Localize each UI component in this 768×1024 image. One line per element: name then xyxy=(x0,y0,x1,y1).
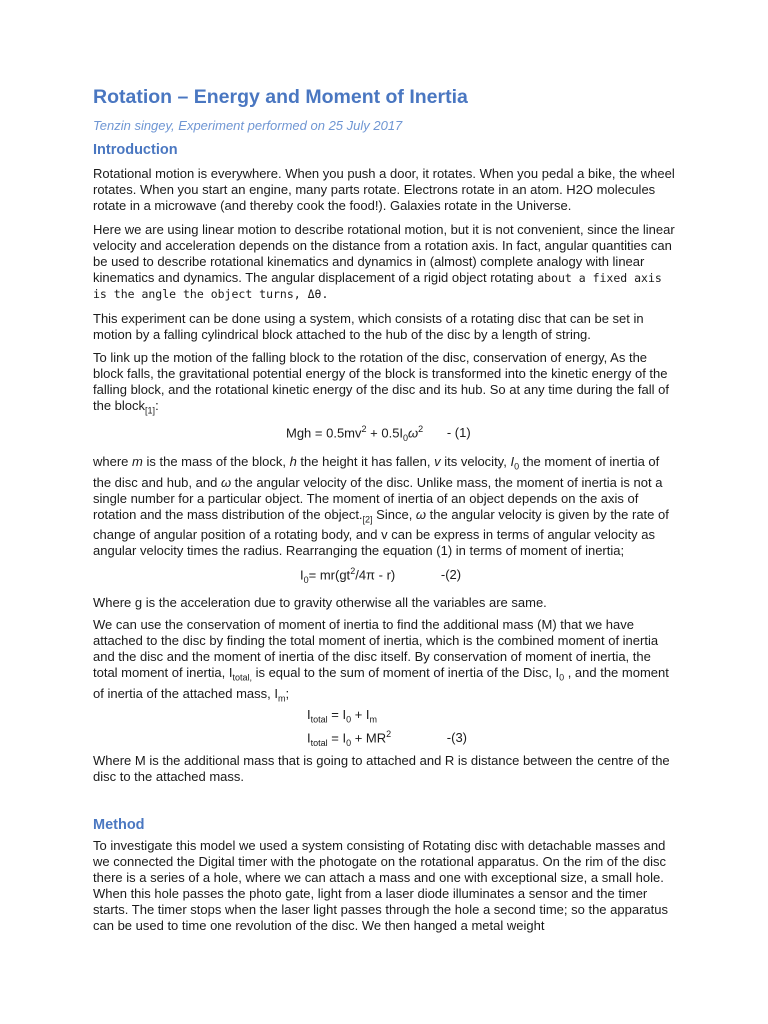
method-heading: Method xyxy=(93,817,145,833)
p7-sub3: m xyxy=(278,693,286,704)
eq2-sup: 2 xyxy=(350,566,356,576)
intro-paragraph-1: Rotational motion is everywhere. When you push a door, it rotates. When you pedal a bike, the wheel rotates. When you start an engine, many parts rotate. Electrons rotate in an atom. H2O molecules rotate in a microwave (and thereby cook the food!). Galaxies rotate in the Universe. xyxy=(93,166,675,213)
eq3b-I: I xyxy=(307,730,311,746)
p5-w2: ω xyxy=(415,506,427,522)
reference-2: [2] xyxy=(362,514,373,525)
equation-3b xyxy=(307,729,467,748)
intro-paragraph-4-end: : xyxy=(155,398,159,413)
eq1-mid: + 0.5I xyxy=(366,425,404,441)
p5-t5: the moment of inertia of the disc and hub, and xyxy=(93,454,660,490)
p5-t6: the angular velocity of the disc. Unlike mass, the moment of inertia is not a single number for a particular object. The moment of inertia of an object depends on the axis of rotation and the mass distribution of the object. xyxy=(93,474,663,522)
eq2-rest: /4π - r) xyxy=(355,567,396,583)
method-paragraph-1: To investigate this model we used a system consisting of Rotating disc with detachable masses and we connected the Digital timer with the photogate on the rotational apparatus. On the rim of the disc there is a series of a hole, where we can attach a mass and one with exceptional size, a small hole. When this hole passes the photo gate, light from a laser diode illuminates a sensor and the timer starts. The timer stops when the laser light passes through the hole a second time; so the apparatus can be used to time one revolution of the disc. We then hanged a metal weight xyxy=(93,838,668,933)
eq3b-sub0: 0 xyxy=(346,737,352,748)
eq2-label: -(2) xyxy=(440,567,462,583)
intro-paragraph-4 xyxy=(93,350,675,419)
eq3b-rest: + MR xyxy=(351,730,387,746)
p5-Isub: 0 xyxy=(514,461,520,472)
intro-paragraph-2-text: Here we are using linear motion to describe rotational motion, but it is not convenient, since the linear velocity and acceleration depends on the distance from a rotation axis. In fact, angular quantities can be used to describe rotational kinematics and dynamics in (almost) complete analogy with linear kinematics and dynamics. The angular displacement of a rigid object rotating xyxy=(93,222,675,285)
reference-1: [1] xyxy=(145,405,156,416)
eq3a-rest: + I xyxy=(351,707,370,722)
eq3b-rhs: = I xyxy=(327,730,347,746)
page-title: Rotation – Energy and Moment of Inertia xyxy=(93,86,468,108)
p7-t3: , and the moment of inertia of the attached mass, I xyxy=(93,665,669,701)
intro-paragraph-6: Where g is the acceleration due to gravity otherwise all the variables are same. xyxy=(93,595,547,610)
p5-I: I xyxy=(510,454,515,469)
eq1-label: - (1) xyxy=(446,425,471,441)
p7-sub2: 0 xyxy=(559,672,565,683)
intro-paragraph-8: Where M is the additional mass that is going to attached and R is distance between the centre of the disc to the attached mass. xyxy=(93,753,670,784)
eq3b-sup: 2 xyxy=(386,729,392,739)
p7-sub1: total, xyxy=(232,672,252,683)
p7-t1: We can use the conservation of moment of inertia to find the additional mass (M) that we have attached to the disc by finding the total moment of inertia, which is the combined moment of inertia and the disc and the moment of inertia of the disc itself. By conservation of moment of inertia, the total moment of inertia, I xyxy=(93,617,659,680)
intro-paragraph-7 xyxy=(93,617,675,706)
p5-m: m xyxy=(132,454,143,469)
eq3a-I: I xyxy=(307,707,311,722)
eq1-omega: ω xyxy=(408,425,419,441)
author-line: Tenzin singey, Experiment performed on 25 July 2017 xyxy=(93,118,403,133)
p5-t2: is the mass of the block, xyxy=(142,454,290,469)
intro-paragraph-3: This experiment can be done using a system, which consists of a rotating disc that can be set in motion by a falling cylindrical block attached to the hub of the disc by a length of string. xyxy=(93,311,644,342)
eq3a-sub0: 0 xyxy=(346,714,352,725)
equation-1 xyxy=(286,424,471,443)
eq1-sub: 0 xyxy=(403,432,409,443)
equation-2 xyxy=(300,566,461,585)
intro-paragraph-4-text: To link up the motion of the falling block to the rotation of the disc, conservation of energy, As the block falls, the gravitational potential energy of the block is transformed into the kinetic energy of the falling block, and the rotational kinetic energy of the disc and its hub. So at any time during the fall of the block xyxy=(93,350,669,413)
p5-t3: the height it has fallen, xyxy=(296,454,435,469)
p5-t1: where xyxy=(93,454,133,469)
eq1-sup1: 2 xyxy=(361,424,367,434)
introduction-heading: Introduction xyxy=(93,142,178,158)
p7-t4: ; xyxy=(285,685,290,701)
p7-t2: is equal to the sum of moment of inertia of the Disc, I xyxy=(251,665,560,680)
p5-w: ω xyxy=(220,474,232,490)
p5-t7: Since, xyxy=(372,506,416,522)
eq2-sub: 0 xyxy=(303,574,309,585)
p5-t8: the angular velocity is given by the rate of change of angular position of a rotating body, and v can be express in terms of angular velocity as angular velocity times the radius. Rearranging the equation (1) in terms of moment of inertia; xyxy=(93,506,669,559)
intro-paragraph-2 xyxy=(93,222,675,302)
eq3a-sub: total xyxy=(310,714,328,725)
p5-t4: its velocity, xyxy=(440,454,511,469)
intro-paragraph-2-tail: about a fixed axis is the angle the object turns, Δθ. xyxy=(93,271,662,301)
eq1-sup2: 2 xyxy=(418,424,424,434)
eq3a-subm: m xyxy=(369,714,378,725)
eq3a-rhs: = I xyxy=(327,707,347,722)
eq2-lhs: I xyxy=(300,567,304,583)
eq1-lhs: Mgh = 0.5mv xyxy=(286,425,362,441)
eq3b-sub: total xyxy=(310,737,328,748)
intro-paragraph-5 xyxy=(93,454,675,559)
equation-3a xyxy=(307,707,377,725)
eq3b-label: -(3) xyxy=(446,730,467,746)
p5-v: v xyxy=(434,454,441,469)
eq2-mid: = mr(gt xyxy=(308,567,351,583)
p5-h: h xyxy=(289,454,297,469)
